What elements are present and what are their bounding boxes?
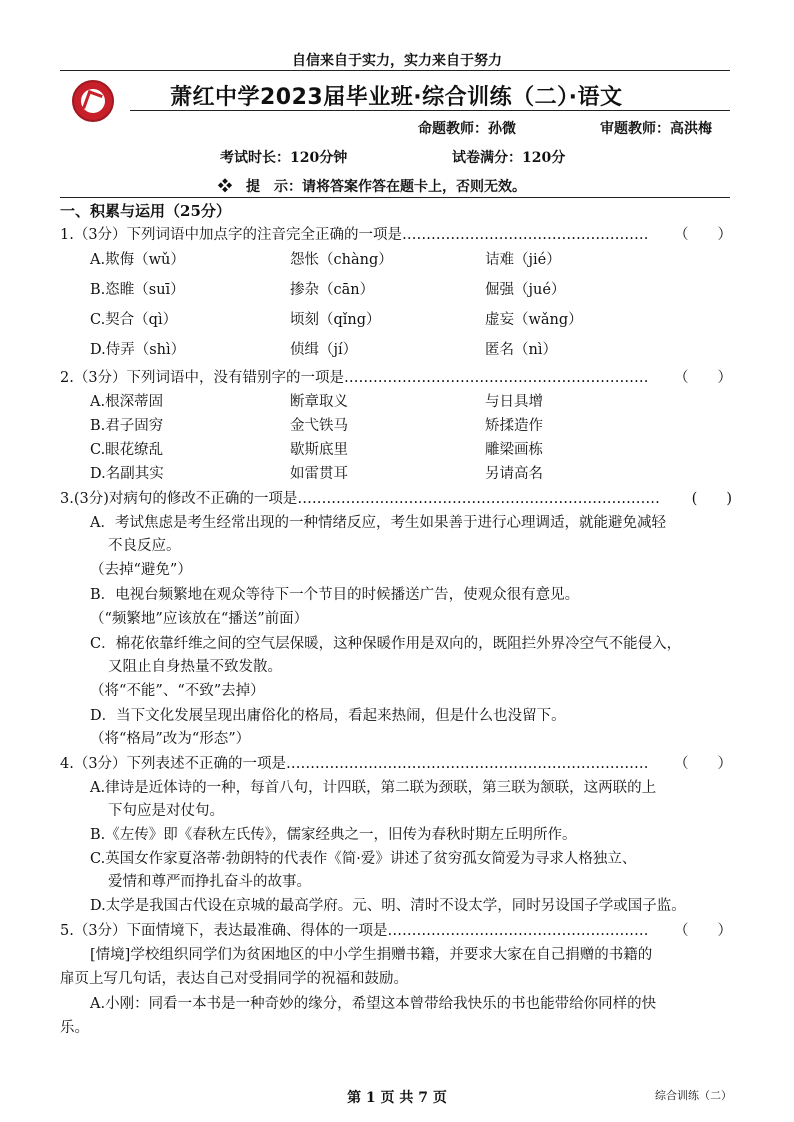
q1-option-c-1: C.契合（qì） <box>90 312 178 328</box>
q2-option-a-1: A.根深蒂固 <box>90 394 164 410</box>
q5-context-line2: 扉页上写几句话，表达自己对受捐同学的祝福和鼓励。 <box>60 971 408 987</box>
q1-option-c-3: 虚妄（wǎng） <box>485 312 583 328</box>
exam-full-score: 试卷满分：120分 <box>452 150 566 166</box>
exam-duration: 考试时长：120分钟 <box>220 150 348 166</box>
q3-option-d-line1: D．当下文化发展呈现出庸俗化的格局，看起来热闹，但是什么也没留下。 <box>90 708 566 724</box>
q4-option-d-line1: D.太学是我国古代设在京城的最高学府。元、明、清时不设太学，同时另设国子学或国子监。 <box>90 898 686 914</box>
q1-option-b-3: 倔强（jué） <box>485 282 566 298</box>
q2-option-a-2: 断章取义 <box>290 394 348 410</box>
q2-option-b-3: 矫揉造作 <box>485 418 543 434</box>
q1-option-d-1: D.侍弄（shì） <box>90 342 186 358</box>
q3-option-a-fix: （去掉“避免”） <box>90 562 192 578</box>
q4-option-a-line2: 下句应是对仗句。 <box>108 803 224 819</box>
page-number: 第 1 页 共 7 页 <box>347 1090 447 1106</box>
q4-option-c-line2: 爱情和尊严而挣扎奋斗的故事。 <box>108 874 311 890</box>
q4-option-c-line1: C.英国女作家夏洛蒂·勃朗特的代表作《简·爱》讲述了贫穷孤女简爱为寻求人格独立、 <box>90 851 637 867</box>
q3-stem: 3.(3分)对病句的修改不正确的一项是………………………………………………………………… <box>60 491 660 507</box>
q2-option-d-3: 另请高名 <box>485 466 543 482</box>
q1-option-b-1: B.恣睢（suī） <box>90 282 185 298</box>
q1-option-c-2: 顷刻（qǐng） <box>290 312 381 328</box>
q2-option-d-1: D.名副其实 <box>90 466 164 482</box>
q1-answer-paren: （ ） <box>674 227 732 243</box>
q3-answer-paren: ( ) <box>691 491 732 507</box>
page-title: 萧红中学2023届毕业班·综合训练（二）·语文 <box>170 85 623 110</box>
header-rule-bottom <box>60 197 730 198</box>
q3-option-c-line1: C．棉花依靠纤维之间的空气层保暖，这种保暖作用是双向的，既阻拦外界冷空气不能侵入， <box>90 636 682 652</box>
title-rule <box>130 110 730 111</box>
q2-option-b-1: B.君子固穷 <box>90 418 164 434</box>
q2-stem: 2.（3分）下列词语中，没有错别字的一项是……………………………………………………… <box>60 370 649 386</box>
q1-option-d-3: 匿名（nì） <box>485 342 557 358</box>
q4-option-b-line1: B.《左传》即《春秋左氏传》，儒家经典之一，旧传为春秋时期左丘明所作。 <box>90 827 577 843</box>
q1-stem: 1.（3分）下列词语中加点字的注音完全正确的一项是…………………………………………… <box>60 227 649 243</box>
school-logo <box>72 80 114 122</box>
q5-stem: 5.（3分）下面情境下，表达最准确、得体的一项是……………………………………………… <box>60 923 649 939</box>
header-motto: 自信来自于实力，实力来自于努力 <box>292 53 502 69</box>
q2-option-a-3: 与日具增 <box>485 394 543 410</box>
q2-option-c-1: C.眼花缭乱 <box>90 442 164 458</box>
q1-option-d-2: 侦缉（jí） <box>290 342 358 358</box>
answer-tip: ❖ 提 示：请将答案作答在题卡上，否则无效。 <box>218 179 526 195</box>
q3-option-b-fix: （“频繁地”应该放在“播送”前面） <box>90 611 309 627</box>
setter-teacher: 命题教师：孙微 <box>418 121 516 137</box>
q4-stem: 4.（3分）下列表述不正确的一项是………………………………………………………………… <box>60 756 649 772</box>
section-title: 一、积累与运用（25分） <box>60 202 231 220</box>
q2-option-b-2: 金弋铁马 <box>290 418 348 434</box>
q1-option-b-2: 掺杂（cān） <box>290 282 375 298</box>
q1-option-a-2: 怨怅（chàng） <box>290 252 393 268</box>
q4-answer-paren: （ ） <box>674 756 732 772</box>
q4-option-a-line1: A.律诗是近体诗的一种，每首八句，计四联，第二联为颈联，第三联为颔联，这两联的上 <box>90 780 657 796</box>
q3-option-a-line2: 不良反应。 <box>108 538 181 554</box>
q3-option-d-fix: （将“格局”改为“形态”） <box>90 731 251 747</box>
q3-option-a-line1: A．考试焦虑是考生经常出现的一种情绪反应，考生如果善于进行心理调适，就能避免减轻 <box>90 515 666 531</box>
q5-answer-paren: （ ） <box>674 923 732 939</box>
q2-option-c-3: 雕梁画栋 <box>485 442 543 458</box>
q1-option-a-3: 诘难（jié） <box>485 252 561 268</box>
q5-option-a-line2: 乐。 <box>60 1020 89 1036</box>
q3-option-b-line1: B．电视台频繁地在观众等待下一个节目的时候播送广告，使观众很有意见。 <box>90 587 580 603</box>
q3-option-c-fix: （将“不能”、“不致”去掉） <box>90 683 265 699</box>
q2-option-c-2: 歇斯底里 <box>290 442 348 458</box>
reviewer-teacher: 审题教师：高洪梅 <box>600 121 712 137</box>
header-rule-top <box>60 70 730 71</box>
q1-option-a-1: A.欺侮（wǔ） <box>90 252 185 268</box>
q2-answer-paren: （ ） <box>674 370 732 386</box>
q3-option-c-line2: 又阻止自身热量不致发散。 <box>108 659 282 675</box>
q5-option-a-line1: A.小刚：同看一本书是一种奇妙的缘分，希望这本曾带给我快乐的书也能带给你同样的快 <box>90 996 657 1012</box>
q5-context-line1: [情境]学校组织同学们为贫困地区的中小学生捐赠书籍，并要求大家在自己捐赠的书籍的 <box>90 947 653 963</box>
footer-label: 综合训练（二） <box>655 1089 732 1102</box>
q2-option-d-2: 如雷贯耳 <box>290 466 348 482</box>
